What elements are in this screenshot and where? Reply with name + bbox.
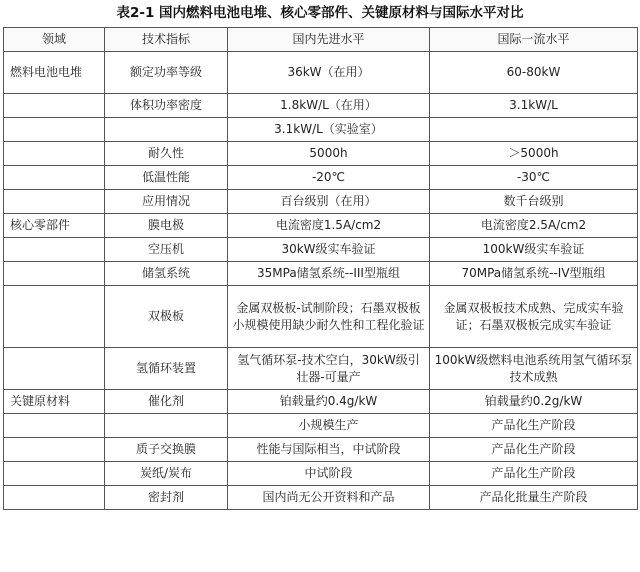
header-row: [4, 28, 638, 52]
header-international: 国际一流水平: [430, 28, 638, 52]
metric-cell: 储氢系统: [105, 262, 228, 286]
domestic-cell: 5000h: [228, 142, 430, 166]
metric-cell: 催化剂: [105, 390, 228, 414]
table-row: [4, 142, 638, 166]
table-row: [4, 414, 638, 438]
table-row: [4, 286, 638, 348]
table-row: [4, 214, 638, 238]
international-cell: 60-80kW: [430, 52, 638, 94]
domestic-cell: 国内尚无公开资料和产品: [228, 486, 430, 510]
table-row: [4, 348, 638, 390]
category-cell: [4, 94, 105, 118]
category-cell: 关键原材料: [4, 390, 105, 414]
domestic-cell: 铂载量约0.4g/kW: [228, 390, 430, 414]
header-metric: 技术指标: [105, 28, 228, 52]
domestic-cell: 小规模生产: [228, 414, 430, 438]
category-cell: [4, 348, 105, 390]
international-cell: 100kW级实车验证: [430, 238, 638, 262]
metric-cell: 体积功率密度: [105, 94, 228, 118]
domestic-cell: 36kW（在用）: [228, 52, 430, 94]
metric-cell: 低温性能: [105, 166, 228, 190]
international-cell: 数千台级别: [430, 190, 638, 214]
domestic-cell: 电流密度1.5A/cm2: [228, 214, 430, 238]
metric-cell: 空压机: [105, 238, 228, 262]
domestic-cell: 性能与国际相当，中试阶段: [228, 438, 430, 462]
metric-cell: 氢循环装置: [105, 348, 228, 390]
international-cell: 产品化生产阶段: [430, 462, 638, 486]
domestic-cell: 金属双极板-试制阶段；石墨双极板小规模使用缺少耐久性和工程化验证: [228, 286, 430, 348]
table-row: [4, 238, 638, 262]
category-cell: [4, 262, 105, 286]
category-cell: [4, 462, 105, 486]
table-row: [4, 462, 638, 486]
category-cell: [4, 238, 105, 262]
header-field: 领域: [4, 28, 105, 52]
comparison-table: [3, 27, 638, 510]
metric-cell: 额定功率等级: [105, 52, 228, 94]
domestic-cell: 3.1kW/L（实验室）: [228, 118, 430, 142]
table-row: [4, 118, 638, 142]
international-cell: 100kW级燃料电池系统用氢气循环泵技术成熟: [430, 348, 638, 390]
category-cell: [4, 190, 105, 214]
metric-cell: 耐久性: [105, 142, 228, 166]
table-row: [4, 52, 638, 94]
table-title: 表2-1 国内燃料电池电堆、核心零部件、关键原材料与国际水平对比: [116, 5, 524, 21]
domestic-cell: -20℃: [228, 166, 430, 190]
international-cell: 产品化批量生产阶段: [430, 486, 638, 510]
category-cell: [4, 166, 105, 190]
table-row: [4, 486, 638, 510]
table-row: [4, 262, 638, 286]
domestic-cell: 30kW级实车验证: [228, 238, 430, 262]
domestic-cell: 中试阶段: [228, 462, 430, 486]
domestic-cell: 1.8kW/L（在用）: [228, 94, 430, 118]
metric-cell: 膜电极: [105, 214, 228, 238]
category-cell: [4, 486, 105, 510]
international-cell: 产品化生产阶段: [430, 438, 638, 462]
international-cell: 金属双极板技术成熟、完成实车验证；石墨双极板完成实车验证: [430, 286, 638, 348]
international-cell: ＞5000h: [430, 142, 638, 166]
international-cell: 铂载量约0.2g/kW: [430, 390, 638, 414]
international-cell: 电流密度2.5A/cm2: [430, 214, 638, 238]
international-cell: -30℃: [430, 166, 638, 190]
category-cell: [4, 286, 105, 348]
metric-cell: 密封剂: [105, 486, 228, 510]
international-cell: 70MPa储氢系统--IV型瓶组: [430, 262, 638, 286]
metric-cell: [105, 414, 228, 438]
metric-cell: 应用情况: [105, 190, 228, 214]
international-cell: 产品化生产阶段: [430, 414, 638, 438]
domestic-cell: 氢气循环泵-技术空白，30kW级引壮器-可量产: [228, 348, 430, 390]
header-domestic: 国内先进水平: [228, 28, 430, 52]
metric-cell: 炭纸/炭布: [105, 462, 228, 486]
table-row: [4, 390, 638, 414]
metric-cell: [105, 118, 228, 142]
category-cell: [4, 118, 105, 142]
metric-cell: 质子交换膜: [105, 438, 228, 462]
category-cell: [4, 414, 105, 438]
metric-cell: 双极板: [105, 286, 228, 348]
category-cell: 核心零部件: [4, 214, 105, 238]
category-cell: 燃料电池电堆: [4, 52, 105, 94]
table-row: [4, 94, 638, 118]
category-cell: [4, 142, 105, 166]
domestic-cell: 百台级别（在用）: [228, 190, 430, 214]
table-row: [4, 190, 638, 214]
international-cell: [430, 118, 638, 142]
domestic-cell: 35MPa储氢系统--III型瓶组: [228, 262, 430, 286]
category-cell: [4, 438, 105, 462]
international-cell: 3.1kW/L: [430, 94, 638, 118]
table-row: [4, 438, 638, 462]
table-row: [4, 166, 638, 190]
